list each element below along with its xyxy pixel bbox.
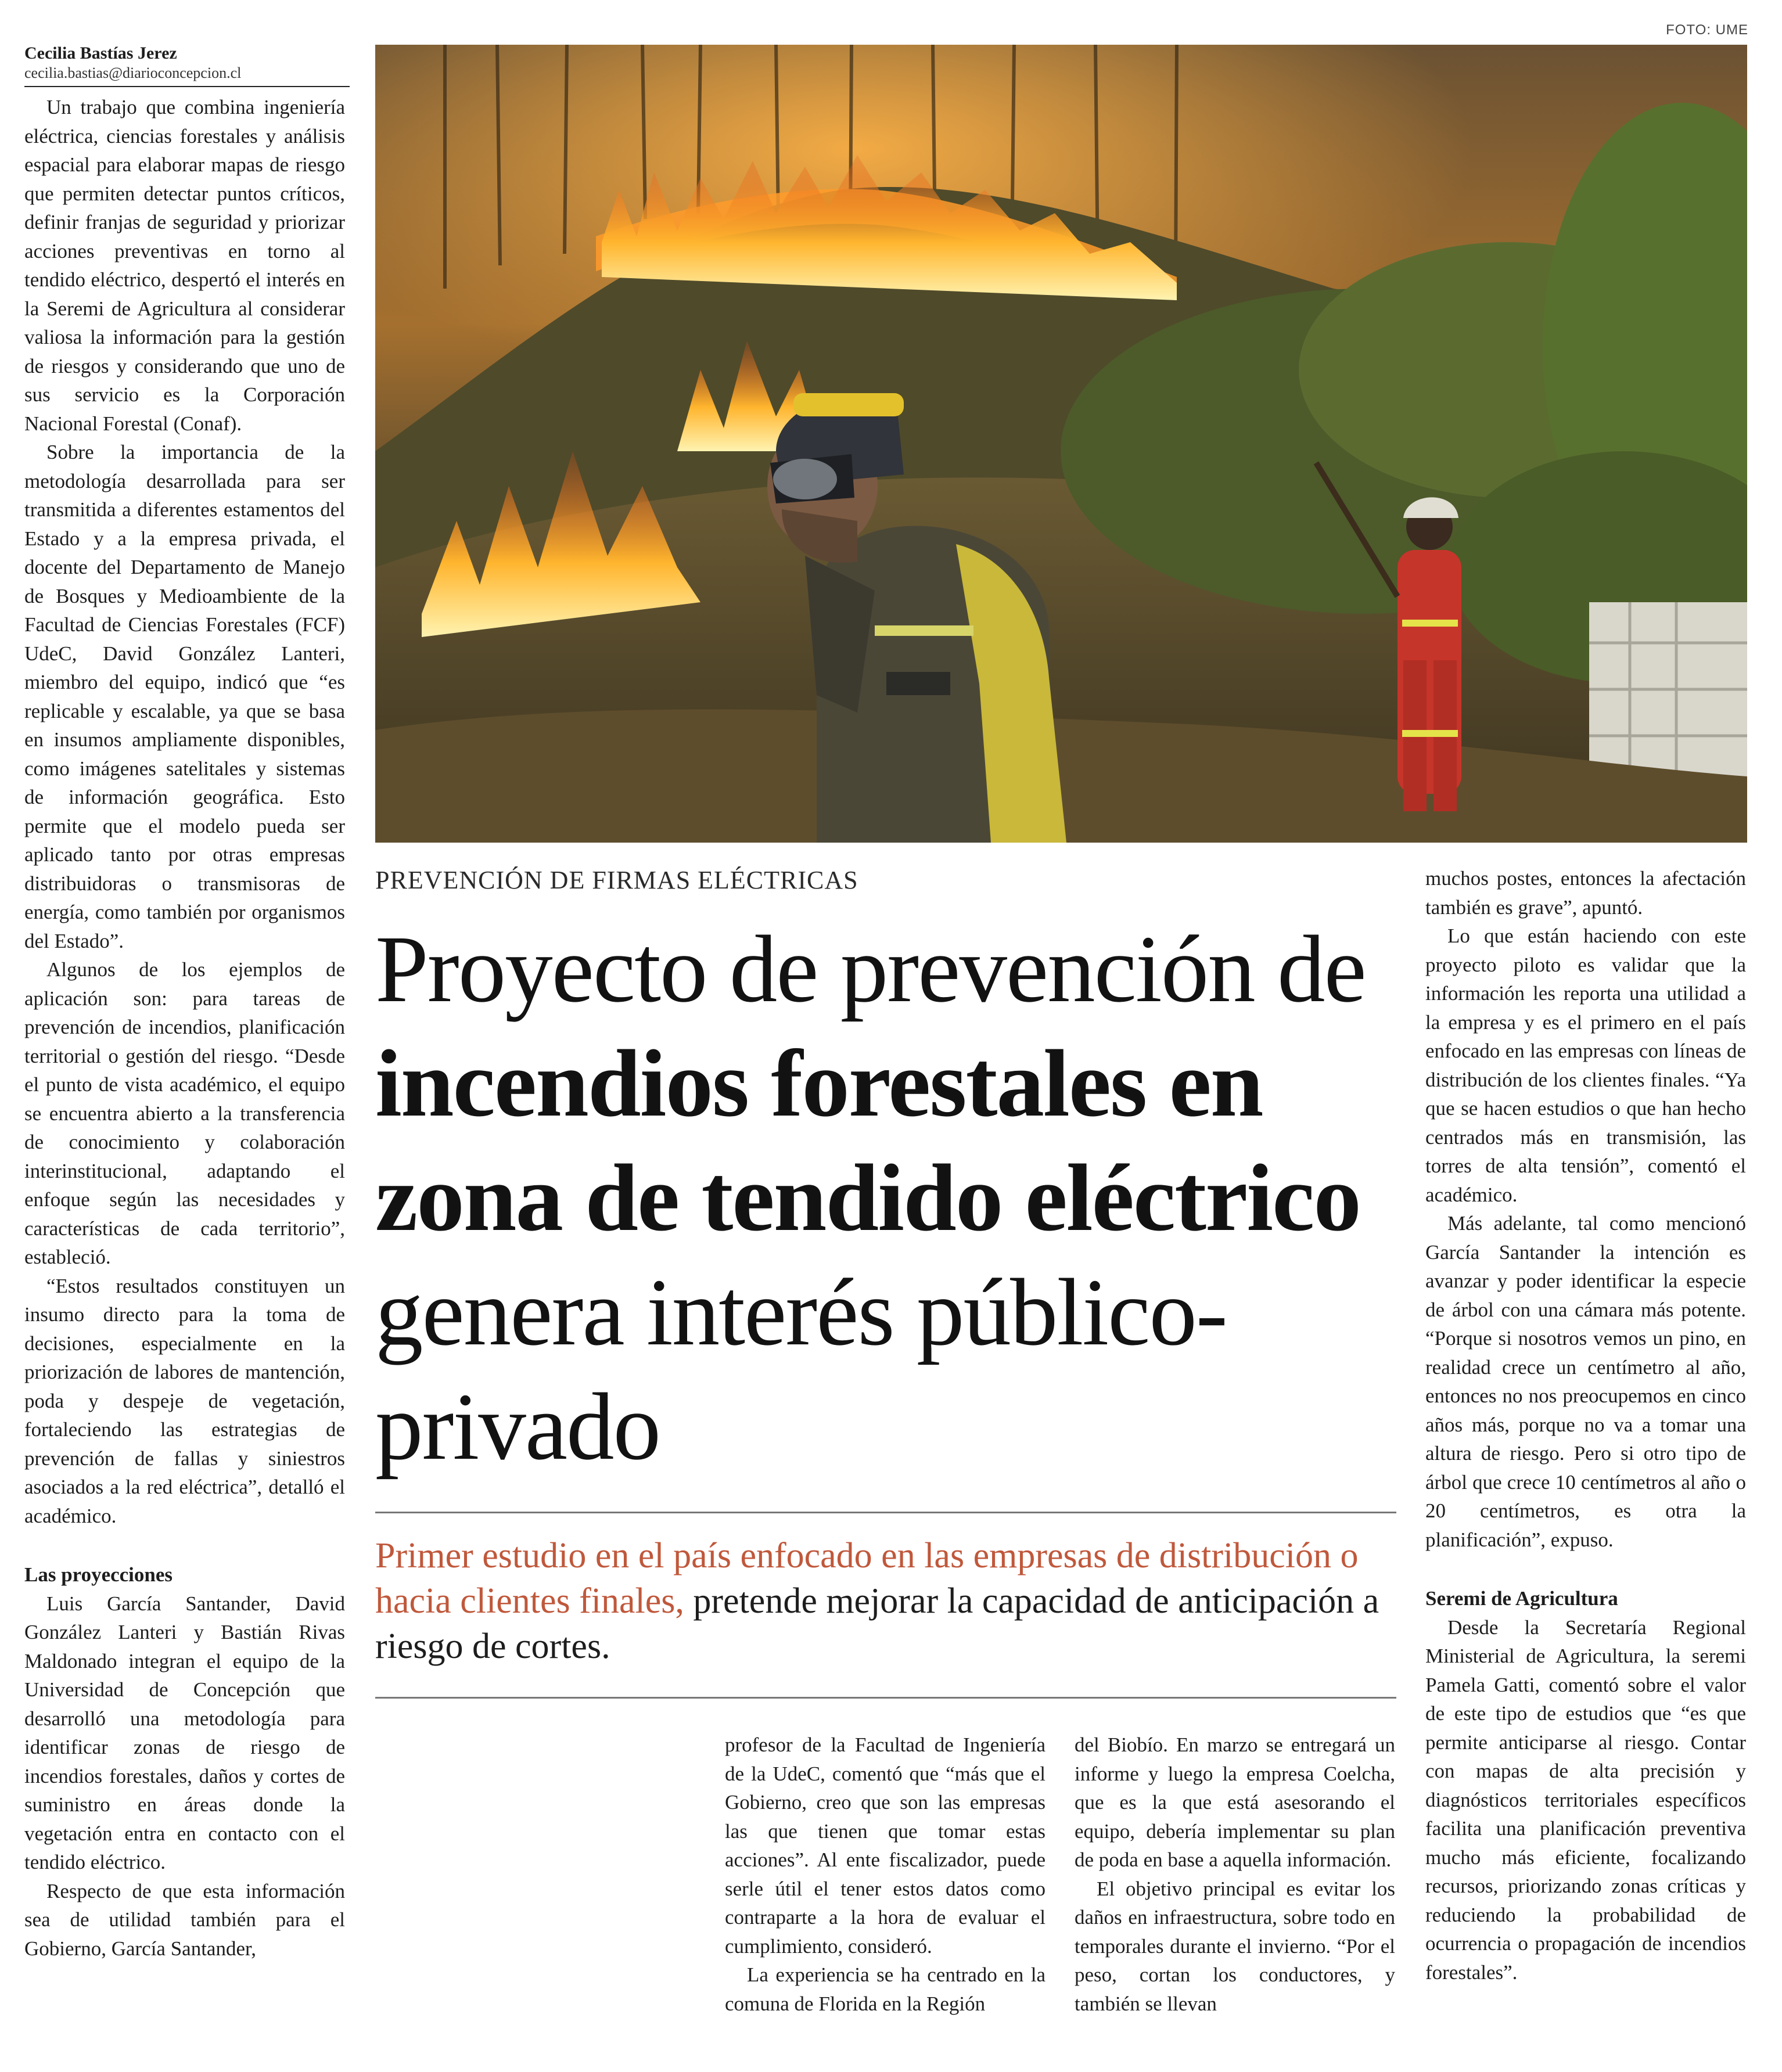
main-photo bbox=[375, 45, 1747, 843]
column-4 bbox=[1425, 864, 1746, 1987]
deck-accent: Primer estudio en el país enfocado en las empresas de distribución o hacia clientes finales, bbox=[375, 1536, 1359, 1621]
author-name: Cecilia Bastías Jerez bbox=[24, 44, 177, 63]
article-kicker: PREVENCIÓN DE FIRMAS ELÉCTRICAS bbox=[375, 866, 858, 894]
section-spacer bbox=[24, 1530, 345, 1560]
column-3 bbox=[1075, 1731, 1395, 2018]
author-email[interactable]: cecilia.bastias@diarioconcepcion.cl bbox=[24, 64, 242, 81]
headline-part1: Proyecto de prevención de bbox=[375, 916, 1366, 1022]
byline-divider bbox=[24, 86, 350, 87]
paragraph: El objetivo principal es evitar los daños en infraestructura, sobre todo en temporales durante el invierno. “Por el peso, cortan los conductores, y también se llevan bbox=[1075, 1877, 1395, 2015]
paragraph: Sobre la importancia de la metodología desarrollada para ser transmitida a diferentes estamentos del Estado y a la empresa privada, el docente del Departamento de Manejo de Bosques y Medioambiente de la Facultad de Ciencias Forestales (FCF) UdeC, David González Lanteri, miembro del equipo, indicó que “es replicable y escalable, ya que se basa en insumos ampliamente disponibles, como imágenes satelitales y sistemas de información geográfica. Esto permite que el modelo pueda ser aplicado tanto por otras empresas distribuidoras o transmisoras de energía, como también por organismos del Estado”. bbox=[24, 441, 345, 952]
subheading-seremi-de-agricultura: Seremi de Agricultura bbox=[1425, 1587, 1618, 1610]
paragraph: Un trabajo que combina ingeniería eléctrica, ciencias forestales y análisis espacial para elaborar mapas de riesgo que permiten detectar puntos críticos, definir franjas de seguridad y priorizar acciones preventivas en torno al tendido eléctrico, despertó el interés en la Seremi de Agricultura al considerar valiosa la información para la gestión de riesgos y considerando que uno de sus servicio es la Corporación Nacional Forestal (Conaf). bbox=[24, 96, 345, 435]
headline-bold: incendios forestales en zona de tendido eléctrico bbox=[375, 1030, 1360, 1251]
section-spacer bbox=[1425, 1554, 1746, 1584]
column-1 bbox=[24, 93, 345, 1963]
paragraph: del Biobío. En marzo se entregará un informe y luego la empresa Coelcha, que es la que está asesorando el equipo, debería implementar su plan de poda en base a aquella información. bbox=[1075, 1733, 1395, 1871]
byline bbox=[24, 43, 350, 87]
paragraph: Desde la Secretaría Regional Ministerial de Agricultura, la seremi Pamela Gatti, comentó sobre el valor de este tipo de estudios que “es que permite anticiparse al riesgo. Contar con mapas de alta precisión y diagnósticos territoriales específicos facilita una planificación preventiva mucho más eficiente, focalizando recursos, priorizando zonas críticas y reduciendo la probabilidad de ocurrencia o propagación de incendios forestales”. bbox=[1425, 1616, 1746, 1984]
paragraph: Más adelante, tal como mencionó García Santander la intención es avanzar y poder identificar la especie de árbol con una cámara más potente. “Porque si nosotros vemos un pino, en realidad crece un centímetro al año, entonces no nos preocupemos en cinco años más, porque no va a tomar una altura de riesgo. Pero si otro tipo de árbol que crece 10 centímetros al año o 20 centímetros, es otra la planificación”, expuso. bbox=[1425, 1212, 1746, 1551]
paragraph: Respecto de que esta información sea de utilidad también para el Gobierno, García Santander, bbox=[24, 1879, 345, 1960]
paragraph: Algunos de los ejemplos de aplicación son: para tareas de prevención de incendios, planificación territorial o gestión del riesgo. “Desde el punto de vista académico, el equipo se encuentra abierto a la transferencia de conocimiento y colaboración interinstitucional, adaptando el enfoque según las necesidades y características de cada territorio”, estableció. bbox=[24, 958, 345, 1268]
headline-part2: genera interés público-privado bbox=[375, 1259, 1227, 1480]
subheading-las-proyecciones: Las proyecciones bbox=[24, 1563, 173, 1586]
paragraph: Luis García Santander, David González Lanteri y Bastián Rivas Maldonado integran el equipo de la Universidad de Concepción que desarrolló una metodología para identificar zonas de riesgo de incendios forestales, daños y cortes de suministro en áreas donde la vegetación entra en contacto con el tendido eléctrico. bbox=[24, 1592, 345, 1873]
article-deck bbox=[375, 1533, 1403, 1669]
headline-divider bbox=[375, 1512, 1396, 1513]
article-headline bbox=[375, 912, 1403, 1484]
deck-divider bbox=[375, 1697, 1396, 1699]
column-2 bbox=[725, 1731, 1046, 2018]
paragraph: La experiencia se ha centrado en la comuna de Florida en la Región bbox=[725, 1963, 1046, 2015]
paragraph: muchos postes, entonces la afectación también es grave”, apuntó. bbox=[1425, 867, 1746, 919]
photo-credit: FOTO: UME bbox=[1666, 22, 1748, 38]
paragraph: “Estos resultados constituyen un insumo directo para la toma de decisiones, especialmente en la priorización de labores de mantención, poda y despeje de vegetación, fortaleciendo las estrategias de prevención de fallas y siniestros asociados a la red eléctrica”, detalló el académico. bbox=[24, 1274, 345, 1527]
deck-rest: pretende mejorar la capacidad de anticipación a riesgo de cortes. bbox=[375, 1581, 1379, 1666]
paragraph: Lo que están haciendo con este proyecto piloto es validar que la información les reporta una utilidad a la empresa y es el primero en el país enfocado en las empresas con líneas de distribución de los clientes finales. “Ya que se hacen estudios o que han hecho centrados más en transmisión, las torres de alta tensión”, comentó el académico. bbox=[1425, 925, 1746, 1206]
paragraph: profesor de la Facultad de Ingeniería de la UdeC, comentó que “más que el Gobierno, creo que son las empresas las que tienen que tomar estas acciones”. Al ente fiscalizador, puede serle útil el tener estos datos como contraparte a la hora de evaluar el cumplimiento, consideró. bbox=[725, 1733, 1046, 1958]
